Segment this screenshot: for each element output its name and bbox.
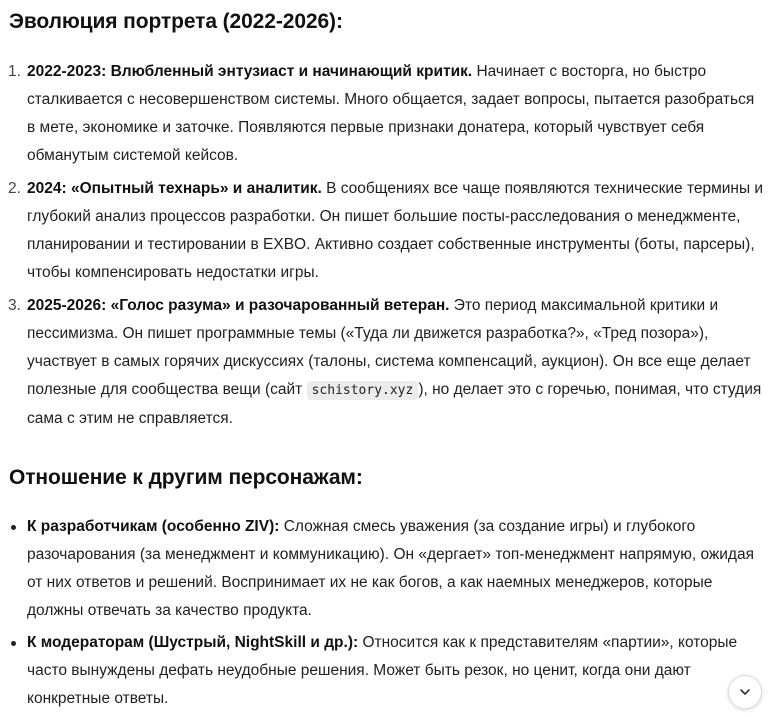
inline-code-site: schistory.xyz (307, 381, 419, 400)
item-lead: К модераторам (Шустрый, NightSkill и др.): (27, 634, 359, 651)
item-lead: 2025-2026: «Голос разума» и разочарованный ветеран. (27, 297, 450, 314)
item-text-continued: ), но делает это с горечью, понимая, что студия сама с этим не справляется. (27, 381, 762, 427)
scroll-to-bottom-button[interactable] (728, 675, 762, 709)
section-heading-evolution: Эволюция портрета (2022-2026): (9, 10, 343, 33)
list-item (0, 629, 774, 713)
item-text: Сложная смесь уважения (за создание игры) и глубокого разочарования (за менеджмент и коммуникацию). Он «дергает» топ-менеджмент напрямую, ожидая от них ответов и решений. Воспринимает их не как богов, а как наемных менеджеров, которые должны отвечать за качество продукта. (27, 518, 754, 619)
item-lead: К разработчикам (особенно ZIV): (27, 518, 280, 535)
relations-list (0, 513, 774, 717)
item-text: Это период максимальной критики и пессимизма. Он пишет программные темы («Туда ли движется разработка?», «Тред позора»), участвует в самых горячих дискуссиях (талоны, система компенсаций, аукцион). Он все еще делает полезные для сообщества вещи (сайт (27, 297, 751, 398)
list-item (0, 175, 774, 287)
item-lead: 2024: «Опытный технарь» и аналитик. (27, 180, 322, 197)
evolution-list (0, 58, 774, 438)
list-number: 2. (8, 180, 21, 197)
list-number: 3. (8, 297, 21, 314)
item-text: Начинает с восторга, но быстро сталкивается с несовершенством системы. Много общается, задает вопросы, пытается разобраться в мете, экономике и заточке. Появляются первые признаки донатера, который чувствует себя обманутым системой кейсов. (27, 63, 755, 164)
list-number: 1. (8, 63, 21, 80)
bullet-icon (11, 525, 16, 530)
item-text: В сообщениях все чаще появляются технические термины и глубокий анализ процессов разработки. Он пишет большие посты-расследования о менеджменте, планировании и тестировании в EXBO. Активно создает собственные инструменты (боты, парсеры), чтобы компенсировать недостатки игры. (27, 180, 764, 281)
list-item (0, 292, 774, 433)
list-item (0, 58, 774, 170)
chevron-down-icon (738, 685, 752, 699)
list-item (0, 513, 774, 625)
section-heading-relations: Отношение к другим персонажам: (9, 466, 363, 489)
item-text: Относится как к представителям «партии», которые часто вынуждены дефать неудобные решения. Может быть резок, но ценит, когда они дают конкретные ответы. (27, 634, 738, 707)
item-lead: 2022-2023: Влюбленный энтузиаст и начинающий критик. (27, 63, 473, 80)
bullet-icon (11, 641, 16, 646)
